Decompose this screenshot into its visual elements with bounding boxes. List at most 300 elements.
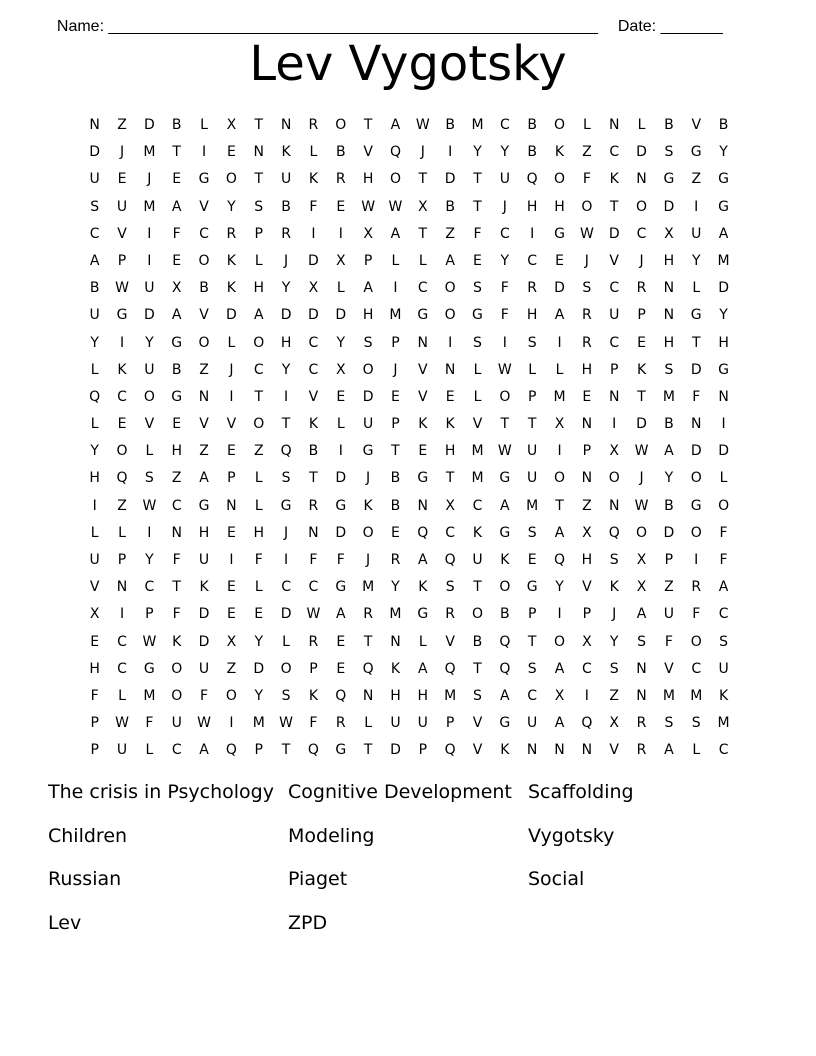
grid-letter[interactable]: T <box>473 198 482 215</box>
grid-letter[interactable]: C <box>718 742 729 759</box>
grid-letter[interactable]: T <box>281 416 291 433</box>
grid-letter[interactable]: X <box>226 117 237 133</box>
grid-letter[interactable]: K <box>445 416 455 433</box>
grid-letter[interactable]: K <box>199 579 209 596</box>
grid-letter[interactable]: T <box>254 171 264 188</box>
grid-letter[interactable]: W <box>415 117 430 133</box>
grid-letter[interactable]: W <box>361 198 376 215</box>
grid-letter[interactable]: K <box>500 742 510 759</box>
grid-letter[interactable]: V <box>199 307 209 324</box>
grid-letter[interactable]: W <box>497 443 512 460</box>
grid-letter[interactable]: W <box>142 497 157 514</box>
grid-letter[interactable]: S <box>90 198 100 215</box>
grid-letter[interactable]: H <box>526 198 538 215</box>
grid-letter[interactable]: P <box>254 742 263 759</box>
grid-letter[interactable]: X <box>554 687 565 704</box>
grid-letter[interactable]: U <box>280 171 292 188</box>
grid-letter[interactable]: Z <box>664 579 674 596</box>
grid-letter[interactable]: T <box>527 633 537 650</box>
grid-letter[interactable]: O <box>444 307 456 324</box>
grid-letter[interactable]: B <box>664 497 674 514</box>
grid-letter[interactable]: C <box>117 660 127 677</box>
grid-letter[interactable]: Y <box>254 687 264 704</box>
grid-letter[interactable]: Z <box>171 470 182 487</box>
grid-letter[interactable]: Z <box>609 687 619 704</box>
grid-letter[interactable]: Z <box>253 443 264 460</box>
grid-letter[interactable]: R <box>226 225 237 242</box>
grid-letter[interactable]: E <box>117 416 127 433</box>
grid-letter[interactable]: Z <box>691 171 702 188</box>
grid-letter[interactable]: N <box>636 687 647 704</box>
grid-letter[interactable]: W <box>279 715 293 732</box>
grid-letter[interactable]: K <box>418 579 428 596</box>
grid-letter[interactable]: M <box>471 443 484 460</box>
grid-letter[interactable]: T <box>172 144 181 161</box>
grid-letter[interactable]: J <box>639 252 644 269</box>
grid-letter[interactable]: J <box>612 606 617 623</box>
grid-letter[interactable]: H <box>89 660 100 677</box>
grid-letter[interactable]: R <box>636 742 647 759</box>
grid-letter[interactable]: P <box>637 307 646 324</box>
grid-letter[interactable]: A <box>500 497 510 514</box>
grid-letter[interactable]: B <box>445 198 455 215</box>
grid-letter[interactable]: X <box>308 280 319 297</box>
grid-letter[interactable]: R <box>581 307 592 324</box>
grid-letter[interactable]: N <box>554 742 565 759</box>
grid-letter[interactable]: V <box>582 579 592 596</box>
grid-letter[interactable]: A <box>554 524 565 541</box>
grid-letter[interactable]: G <box>417 307 429 324</box>
grid-letter[interactable]: C <box>308 579 319 596</box>
grid-letter[interactable]: L <box>582 117 591 133</box>
grid-letter[interactable]: L <box>145 742 154 759</box>
grid-letter[interactable]: A <box>718 579 729 596</box>
grid-letter[interactable]: L <box>282 633 290 650</box>
grid-letter[interactable]: L <box>418 633 427 650</box>
grid-letter[interactable]: P <box>363 252 373 269</box>
grid-letter[interactable]: N <box>526 742 538 759</box>
grid-letter[interactable]: G <box>718 171 729 188</box>
grid-letter[interactable]: J <box>584 252 589 269</box>
grid-letter[interactable]: W <box>497 361 512 378</box>
grid-letter[interactable]: C <box>308 361 319 378</box>
grid-letter[interactable]: A <box>335 606 346 623</box>
grid-letter[interactable]: L <box>637 117 646 133</box>
grid-letter[interactable]: G <box>499 715 511 732</box>
grid-letter[interactable]: Q <box>335 687 347 704</box>
grid-letter[interactable]: C <box>527 252 538 269</box>
grid-letter[interactable]: W <box>388 198 403 215</box>
grid-letter[interactable]: G <box>499 470 511 487</box>
grid-letter[interactable]: L <box>473 388 482 405</box>
grid-letter[interactable]: H <box>253 524 264 541</box>
grid-letter[interactable]: L <box>254 497 263 514</box>
grid-letter[interactable]: O <box>471 606 483 623</box>
grid-letter[interactable]: H <box>417 687 429 704</box>
grid-letter[interactable]: A <box>171 198 182 215</box>
grid-letter[interactable]: S <box>527 524 537 541</box>
grid-letter[interactable]: R <box>527 280 538 297</box>
grid-letter[interactable]: F <box>172 606 181 623</box>
grid-letter[interactable]: F <box>172 552 181 568</box>
grid-letter[interactable]: U <box>198 552 210 568</box>
grid-letter[interactable]: O <box>499 579 511 596</box>
grid-letter[interactable]: Y <box>281 361 291 378</box>
grid-letter[interactable]: D <box>335 524 347 541</box>
grid-letter[interactable]: J <box>502 198 507 215</box>
grid-letter[interactable]: E <box>226 443 236 460</box>
grid-letter[interactable]: X <box>445 497 455 514</box>
grid-letter[interactable]: G <box>472 307 483 324</box>
grid-letter[interactable]: Q <box>225 742 237 759</box>
grid-letter[interactable]: A <box>89 252 100 269</box>
grid-letter[interactable]: L <box>254 470 263 487</box>
grid-letter[interactable]: J <box>229 361 234 378</box>
grid-letter[interactable]: U <box>116 742 128 759</box>
grid-letter[interactable]: K <box>308 687 319 704</box>
grid-letter[interactable]: X <box>89 606 100 623</box>
grid-letter[interactable]: A <box>199 742 209 759</box>
grid-letter[interactable]: E <box>336 660 346 677</box>
grid-letter[interactable]: G <box>198 171 210 188</box>
grid-letter[interactable]: K <box>363 497 373 514</box>
grid-letter[interactable]: Z <box>199 443 209 460</box>
grid-letter[interactable]: I <box>448 144 453 161</box>
grid-letter[interactable]: T <box>691 334 701 351</box>
grid-letter[interactable]: F <box>309 198 318 215</box>
grid-letter[interactable]: Y <box>719 307 728 324</box>
grid-letter[interactable]: N <box>444 361 456 378</box>
grid-letter[interactable]: Z <box>582 497 592 514</box>
grid-letter[interactable]: V <box>691 117 702 133</box>
date-field[interactable]: Date: _______ <box>617 18 723 35</box>
grid-letter[interactable]: K <box>117 361 127 378</box>
grid-letter[interactable]: U <box>116 198 128 215</box>
grid-letter[interactable]: O <box>198 334 210 351</box>
grid-letter[interactable]: S <box>254 198 264 215</box>
grid-letter[interactable]: U <box>718 660 729 677</box>
grid-letter[interactable]: L <box>692 280 701 297</box>
grid-letter[interactable]: G <box>198 497 210 514</box>
grid-letter[interactable]: V <box>89 579 100 596</box>
grid-letter[interactable]: D <box>335 470 347 487</box>
grid-letter[interactable]: T <box>281 742 291 759</box>
grid-letter[interactable]: P <box>582 606 592 623</box>
grid-letter[interactable]: F <box>500 307 509 324</box>
grid-letter[interactable]: A <box>363 280 373 297</box>
grid-letter[interactable]: B <box>527 144 537 161</box>
grid-letter[interactable]: F <box>719 552 728 568</box>
grid-letter[interactable]: Z <box>226 660 237 677</box>
grid-letter[interactable]: Y <box>473 144 482 161</box>
grid-letter[interactable]: U <box>417 715 428 732</box>
grid-letter[interactable]: T <box>445 470 455 487</box>
grid-letter[interactable]: T <box>527 416 537 433</box>
grid-letter[interactable]: Q <box>581 715 593 732</box>
grid-letter[interactable]: E <box>527 552 537 568</box>
grid-letter[interactable]: A <box>636 606 647 623</box>
grid-letter[interactable]: U <box>144 280 155 297</box>
grid-letter[interactable]: E <box>226 524 236 541</box>
grid-letter[interactable]: Q <box>444 660 456 677</box>
grid-letter[interactable]: S <box>281 687 291 704</box>
grid-letter[interactable]: L <box>90 361 99 378</box>
grid-letter[interactable]: F <box>692 388 701 405</box>
grid-letter[interactable]: A <box>500 687 510 704</box>
grid-letter[interactable]: Q <box>608 524 620 541</box>
grid-letter[interactable]: Y <box>664 470 674 487</box>
grid-letter[interactable]: R <box>335 715 346 732</box>
grid-letter[interactable]: G <box>171 334 183 351</box>
grid-letter[interactable]: X <box>636 552 647 568</box>
grid-letter[interactable]: A <box>554 660 565 677</box>
grid-letter[interactable]: J <box>119 144 125 161</box>
grid-letter[interactable]: T <box>473 171 482 188</box>
grid-letter[interactable]: M <box>717 252 730 269</box>
grid-letter[interactable]: L <box>200 117 208 133</box>
grid-letter[interactable]: H <box>362 307 374 324</box>
grid-letter[interactable]: K <box>500 552 510 568</box>
grid-letter[interactable]: O <box>253 416 265 433</box>
grid-letter[interactable]: T <box>637 388 646 405</box>
grid-letter[interactable]: H <box>554 198 565 215</box>
grid-letter[interactable]: B <box>281 198 291 215</box>
grid-letter[interactable]: D <box>89 144 101 161</box>
grid-letter[interactable]: G <box>280 497 292 514</box>
grid-letter[interactable]: O <box>444 280 456 297</box>
grid-letter[interactable]: D <box>718 443 729 460</box>
grid-letter[interactable]: Q <box>89 388 101 405</box>
grid-letter[interactable]: Q <box>499 633 511 650</box>
grid-letter[interactable]: Q <box>307 742 319 759</box>
grid-letter[interactable]: M <box>471 470 484 487</box>
grid-letter[interactable]: T <box>473 660 482 677</box>
grid-letter[interactable]: D <box>280 307 292 324</box>
grid-letter[interactable]: O <box>690 633 702 650</box>
grid-letter[interactable]: C <box>417 280 428 297</box>
grid-letter[interactable]: B <box>199 280 209 297</box>
grid-letter[interactable]: P <box>391 416 400 433</box>
grid-letter[interactable]: Q <box>526 171 538 188</box>
grid-letter[interactable]: P <box>582 443 592 460</box>
grid-letter[interactable]: C <box>718 606 729 623</box>
grid-letter[interactable]: M <box>143 144 156 161</box>
grid-letter[interactable]: O <box>554 633 566 650</box>
grid-letter[interactable]: T <box>418 171 428 188</box>
grid-letter[interactable]: T <box>172 579 181 596</box>
grid-letter[interactable]: M <box>471 117 484 133</box>
grid-letter[interactable]: W <box>306 606 321 623</box>
grid-letter[interactable]: K <box>281 144 291 161</box>
grid-letter[interactable]: N <box>308 524 319 541</box>
grid-letter[interactable]: B <box>664 117 674 133</box>
grid-letter[interactable]: X <box>171 280 182 297</box>
grid-letter[interactable]: C <box>117 633 127 650</box>
grid-letter[interactable]: G <box>690 144 702 161</box>
grid-letter[interactable]: X <box>582 633 592 650</box>
grid-letter[interactable]: Y <box>555 579 564 596</box>
grid-letter[interactable]: U <box>89 307 100 324</box>
grid-letter[interactable]: D <box>718 280 729 297</box>
grid-letter[interactable]: Z <box>199 361 209 378</box>
grid-letter[interactable]: C <box>253 361 264 378</box>
grid-letter[interactable]: B <box>390 497 401 514</box>
grid-letter[interactable]: E <box>226 606 236 623</box>
grid-letter[interactable]: P <box>609 361 619 378</box>
grid-letter[interactable]: P <box>418 742 428 759</box>
grid-letter[interactable]: L <box>555 361 564 378</box>
grid-letter[interactable]: E <box>582 388 592 405</box>
grid-letter[interactable]: G <box>718 198 729 215</box>
grid-letter[interactable]: O <box>554 470 566 487</box>
grid-letter[interactable]: L <box>719 470 728 487</box>
grid-letter[interactable]: I <box>557 334 562 351</box>
grid-letter[interactable]: T <box>309 470 318 487</box>
grid-letter[interactable]: P <box>90 742 99 759</box>
grid-letter[interactable]: O <box>362 361 374 378</box>
grid-letter[interactable]: B <box>89 280 100 297</box>
grid-letter[interactable]: Y <box>90 443 99 460</box>
grid-letter[interactable]: U <box>362 416 374 433</box>
grid-letter[interactable]: E <box>172 171 182 188</box>
grid-letter[interactable]: B <box>171 117 182 133</box>
grid-letter[interactable]: F <box>309 715 318 732</box>
grid-letter[interactable]: I <box>284 552 289 568</box>
grid-letter[interactable]: G <box>690 307 702 324</box>
grid-letter[interactable]: F <box>145 715 154 732</box>
grid-letter[interactable]: O <box>253 334 265 351</box>
grid-letter[interactable]: C <box>89 225 100 242</box>
grid-letter[interactable]: R <box>581 334 592 351</box>
grid-letter[interactable]: O <box>690 470 702 487</box>
grid-letter[interactable]: U <box>609 307 620 324</box>
grid-letter[interactable]: D <box>690 443 702 460</box>
grid-letter[interactable]: S <box>527 334 537 351</box>
grid-letter[interactable]: F <box>90 687 99 704</box>
grid-letter[interactable]: I <box>338 443 343 460</box>
grid-letter[interactable]: Y <box>254 633 264 650</box>
grid-letter[interactable]: A <box>199 470 209 487</box>
grid-letter[interactable]: Y <box>719 144 728 161</box>
grid-letter[interactable]: H <box>526 307 538 324</box>
grid-letter[interactable]: Y <box>145 552 154 568</box>
grid-letter[interactable]: J <box>393 361 398 378</box>
grid-letter[interactable]: A <box>664 742 674 759</box>
grid-letter[interactable]: E <box>226 579 236 596</box>
grid-letter[interactable]: L <box>336 416 345 433</box>
grid-letter[interactable]: J <box>147 171 152 188</box>
grid-letter[interactable]: Y <box>609 633 619 650</box>
grid-letter[interactable]: N <box>198 388 210 405</box>
grid-letter[interactable]: W <box>115 280 129 297</box>
grid-letter[interactable]: V <box>418 388 428 405</box>
grid-letter[interactable]: I <box>393 280 398 297</box>
grid-letter[interactable]: Q <box>444 552 456 568</box>
grid-letter[interactable]: C <box>171 497 182 514</box>
grid-letter[interactable]: N <box>116 579 128 596</box>
grid-letter[interactable]: E <box>172 416 182 433</box>
grid-letter[interactable]: I <box>584 687 589 704</box>
grid-letter[interactable]: N <box>280 117 292 133</box>
grid-letter[interactable]: I <box>119 606 125 623</box>
grid-letter[interactable]: I <box>229 388 234 405</box>
grid-letter[interactable]: M <box>389 307 402 324</box>
grid-letter[interactable]: Q <box>554 552 566 568</box>
grid-letter[interactable]: C <box>117 388 127 405</box>
grid-letter[interactable]: I <box>147 252 152 269</box>
grid-letter[interactable]: K <box>609 579 619 596</box>
grid-letter[interactable]: X <box>554 416 565 433</box>
grid-letter[interactable]: Y <box>391 579 400 596</box>
grid-letter[interactable]: S <box>445 579 455 596</box>
grid-letter[interactable]: Q <box>116 470 128 487</box>
grid-letter[interactable]: N <box>636 660 647 677</box>
grid-letter[interactable]: C <box>499 225 510 242</box>
grid-letter[interactable]: B <box>718 117 729 133</box>
grid-letter[interactable]: A <box>418 552 428 568</box>
grid-letter[interactable]: H <box>390 687 401 704</box>
grid-letter[interactable]: K <box>472 524 483 541</box>
grid-letter[interactable]: J <box>420 144 425 161</box>
grid-letter[interactable]: A <box>664 443 674 460</box>
grid-letter[interactable]: R <box>636 715 647 732</box>
grid-letter[interactable]: P <box>391 334 400 351</box>
grid-letter[interactable]: B <box>472 633 483 650</box>
grid-letter[interactable]: P <box>227 470 236 487</box>
grid-letter[interactable]: D <box>663 198 675 215</box>
grid-letter[interactable]: R <box>308 497 319 514</box>
grid-letter[interactable]: W <box>142 633 157 650</box>
grid-letter[interactable]: E <box>391 388 400 405</box>
grid-letter[interactable]: X <box>636 579 647 596</box>
grid-letter[interactable]: K <box>308 171 319 188</box>
grid-letter[interactable]: I <box>338 225 343 242</box>
grid-letter[interactable]: B <box>664 416 674 433</box>
grid-letter[interactable]: N <box>608 497 620 514</box>
grid-letter[interactable]: T <box>363 117 373 133</box>
grid-letter[interactable]: M <box>389 606 402 623</box>
grid-letter[interactable]: T <box>363 742 373 759</box>
grid-letter[interactable]: U <box>499 171 510 188</box>
grid-letter[interactable]: F <box>692 606 701 623</box>
grid-letter[interactable]: N <box>608 117 620 133</box>
grid-letter[interactable]: U <box>89 171 100 188</box>
grid-letter[interactable]: O <box>116 443 128 460</box>
grid-letter[interactable]: S <box>719 633 729 650</box>
grid-letter[interactable]: Z <box>117 117 127 133</box>
grid-letter[interactable]: P <box>527 606 537 623</box>
grid-letter[interactable]: M <box>444 687 457 704</box>
grid-letter[interactable]: V <box>308 388 319 405</box>
grid-letter[interactable]: C <box>499 117 510 133</box>
grid-letter[interactable]: F <box>309 552 318 568</box>
grid-letter[interactable]: V <box>609 252 619 269</box>
grid-letter[interactable]: H <box>89 470 100 487</box>
grid-letter[interactable]: X <box>226 633 237 650</box>
grid-letter[interactable]: K <box>226 280 236 297</box>
grid-letter[interactable]: Y <box>500 252 510 269</box>
grid-letter[interactable]: D <box>690 361 702 378</box>
grid-letter[interactable]: O <box>608 470 620 487</box>
grid-letter[interactable]: C <box>609 334 620 351</box>
grid-letter[interactable]: F <box>200 687 209 704</box>
grid-letter[interactable]: N <box>690 416 702 433</box>
grid-letter[interactable]: I <box>311 225 316 242</box>
grid-letter[interactable]: N <box>581 742 593 759</box>
grid-letter[interactable]: A <box>445 252 455 269</box>
grid-letter[interactable]: K <box>636 361 647 378</box>
grid-letter[interactable]: Y <box>691 252 701 269</box>
